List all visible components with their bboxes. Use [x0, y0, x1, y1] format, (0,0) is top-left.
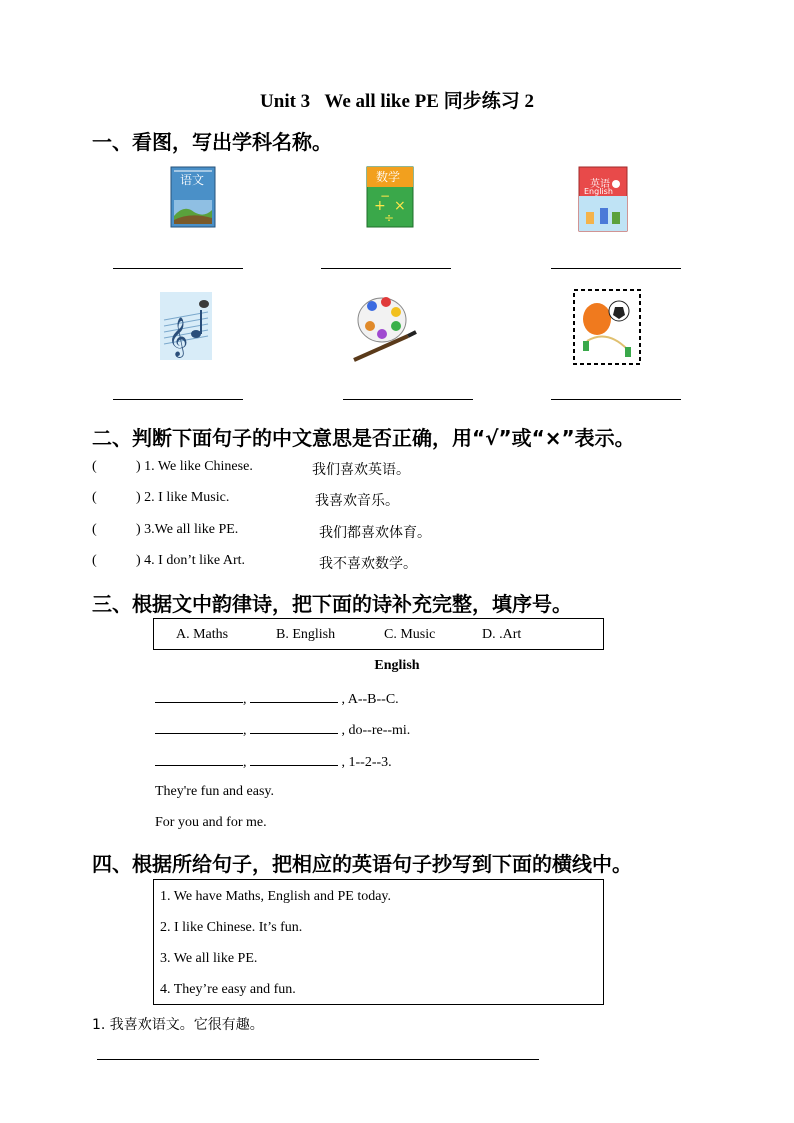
answer-paren[interactable]: (	[92, 490, 97, 505]
poem-line-3: , , 1--2--3.	[155, 753, 392, 771]
poem-blank[interactable]	[250, 721, 338, 734]
answer-line-4[interactable]	[113, 399, 243, 400]
svg-text:+: +	[374, 198, 386, 214]
section-4-heading: 四、根据所给句子，把相应的英语句子抄写到下面的横线中。	[92, 852, 632, 876]
answer-paren[interactable]: (	[92, 553, 97, 568]
svg-text:×: ×	[394, 198, 406, 214]
section-3-heading: 三、根据文中韵律诗，把下面的诗补充完整，填序号。	[92, 592, 572, 616]
option-b: B. English	[276, 627, 336, 642]
answer-line-6[interactable]	[551, 399, 681, 400]
sentence-2: 2. I like Chinese. It’s fun.	[160, 920, 303, 935]
sentence-1: 1. We have Maths, English and PE today.	[160, 889, 392, 904]
poem-blank[interactable]	[155, 690, 243, 703]
answer-paren[interactable]: (	[92, 522, 97, 537]
judge-chinese: 我们都喜欢体育。	[319, 525, 431, 541]
maths-book-label: 数学	[376, 170, 401, 184]
answer-line-copy[interactable]	[97, 1059, 539, 1060]
poem-blank[interactable]	[155, 753, 243, 766]
judge-chinese: 我不喜欢数学。	[319, 556, 417, 572]
section-2-heading: 二、判断下面句子的中文意思是否正确，用“√”或“×”表示。	[92, 426, 635, 450]
answer-line-1[interactable]	[113, 268, 243, 269]
judge-english: ) 3.We all like PE.	[136, 522, 239, 537]
english-book-label-en: English	[584, 187, 613, 196]
svg-text:𝄞: 𝄞	[168, 317, 189, 357]
chinese-book-icon	[170, 166, 216, 228]
option-c: C. Music	[384, 627, 436, 642]
section-1-heading: 一、看图，写出学科名称。	[92, 130, 332, 154]
sentence-3: 3. We all like PE.	[160, 951, 258, 966]
art-palette-icon	[350, 290, 420, 364]
poem-line-2: , , do--re--mi.	[155, 721, 410, 739]
sentences-box	[153, 879, 604, 1005]
poem-title: English	[374, 658, 420, 673]
chinese-book-label: 语文	[180, 173, 205, 187]
english-book-icon	[578, 166, 628, 232]
page-title: Unit 3 We all like PE 同步练习 2	[260, 91, 534, 112]
answer-line-5[interactable]	[343, 399, 473, 400]
judge-english: ) 2. I like Music.	[136, 490, 230, 505]
poem-line-4: They're fun and easy.	[155, 784, 275, 799]
question-1: 1. 我喜欢语文。它很有趣。	[92, 1017, 264, 1033]
judge-english: ) 1. We like Chinese.	[136, 459, 253, 474]
answer-line-2[interactable]	[321, 268, 451, 269]
music-notes-icon	[160, 292, 212, 360]
option-a: A. Maths	[176, 627, 229, 642]
poem-blank[interactable]	[250, 690, 338, 703]
svg-text:÷: ÷	[384, 211, 395, 225]
answer-paren[interactable]: (	[92, 459, 97, 474]
poem-line-1: , , A--B--C.	[155, 690, 399, 708]
option-d: D. .Art	[482, 627, 522, 642]
poem-blank[interactable]	[155, 721, 243, 734]
judge-chinese: 我们喜欢英语。	[312, 462, 410, 478]
poem-blank[interactable]	[250, 753, 338, 766]
poem-line-5: For you and for me.	[155, 815, 267, 830]
judge-english: ) 4. I don’t like Art.	[136, 553, 246, 568]
maths-book-icon	[366, 166, 414, 228]
english-book-label-cn: 英语	[590, 179, 610, 190]
pe-sports-icon	[573, 289, 641, 365]
options-box	[153, 618, 604, 650]
sentence-4: 4. They’re easy and fun.	[160, 982, 296, 997]
answer-line-3[interactable]	[551, 268, 681, 269]
judge-chinese: 我喜欢音乐。	[315, 493, 399, 509]
svg-text:−: −	[380, 189, 391, 203]
